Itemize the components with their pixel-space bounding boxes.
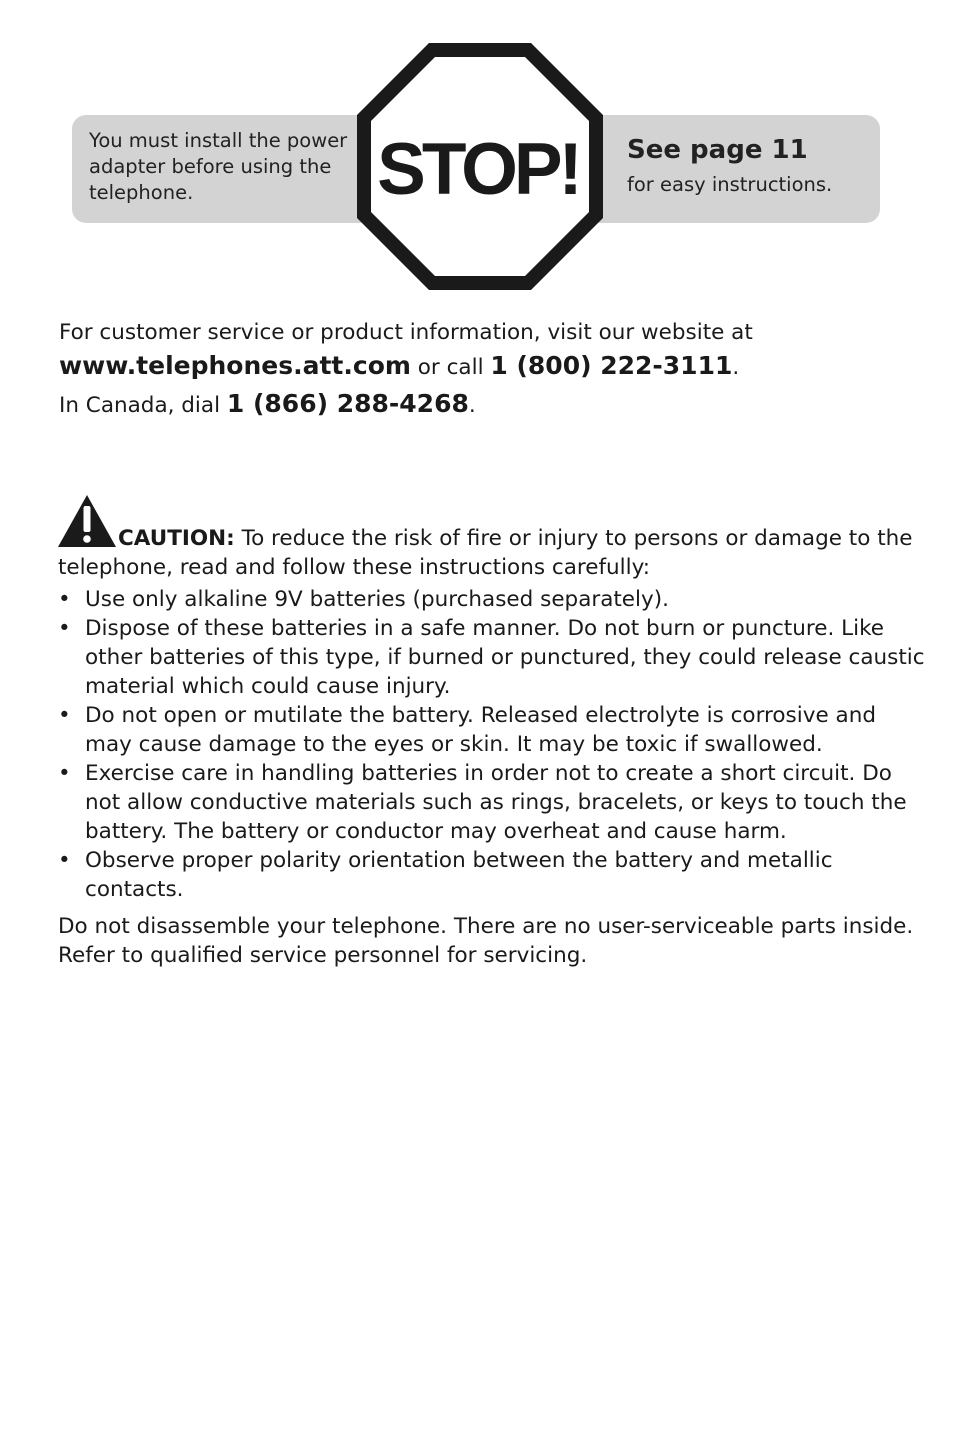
contact-line-us xyxy=(59,348,919,386)
easy-instructions-note: for easy instructions. xyxy=(627,173,833,196)
disassembly-warning: Do not disassemble your telephone. There are no user-serviceable parts inside. Refer to qualified service personnel for servicing. xyxy=(58,914,914,968)
list-item xyxy=(58,846,928,904)
caution-section xyxy=(58,524,928,970)
bullet: • xyxy=(58,761,71,786)
list-item xyxy=(58,614,928,701)
list-item-text: Use only alkaline 9V batteries (purchased separately). xyxy=(85,587,669,612)
customer-service-info xyxy=(59,318,919,424)
list-item-text: Observe proper polarity orientation between the battery and metallic contacts. xyxy=(85,848,833,902)
or-call-text: or call xyxy=(410,355,491,380)
caution-intro-text: To reduce the risk of fire or injury to persons or damage to the telephone, read and follow these instructions carefully: xyxy=(58,526,913,580)
banner-right-panel xyxy=(570,115,880,223)
bullet: • xyxy=(58,616,71,641)
contact-line-canada xyxy=(59,386,919,424)
list-item xyxy=(58,759,928,846)
install-adapter-notice: You must install the power adapter before using the telephone. xyxy=(89,129,348,204)
list-item-text: Do not open or mutilate the battery. Released electrolyte is corrosive and may cause damage to the eyes or skin. It may be toxic if swallowed. xyxy=(85,703,876,757)
caution-intro xyxy=(58,524,928,582)
list-item xyxy=(58,585,928,614)
battery-safety-list xyxy=(58,585,928,904)
period: . xyxy=(732,355,740,380)
period: . xyxy=(468,393,476,418)
bullet: • xyxy=(58,587,71,612)
list-item-text: Exercise care in handling batteries in order not to create a short circuit. Do not allow conductive materials such as rings, bracelets, or keys to touch the battery. The battery or conductor may overheat and cause harm. xyxy=(85,761,907,844)
bullet: • xyxy=(58,848,71,873)
website-url[interactable]: www.telephones.att.com xyxy=(59,351,411,380)
stop-label: STOP! xyxy=(377,129,579,210)
website-intro: For customer service or product information, visit our website at xyxy=(59,320,753,345)
list-item xyxy=(58,701,928,759)
us-phone-number: 1 (800) 222-3111 xyxy=(490,351,733,380)
canada-prefix: In Canada, dial xyxy=(59,393,227,418)
bullet: • xyxy=(58,703,71,728)
canada-phone-number: 1 (866) 288-4268 xyxy=(226,389,469,418)
caution-label: CAUTION: xyxy=(118,526,235,551)
banner-left-panel xyxy=(72,115,392,223)
see-page-reference: See page 11 xyxy=(627,135,808,165)
list-item-text: Dispose of these batteries in a safe manner. Do not burn or puncture. Like other batteries of this type, if burned or punctured, they could release caustic material which could cause injury. xyxy=(85,616,925,699)
